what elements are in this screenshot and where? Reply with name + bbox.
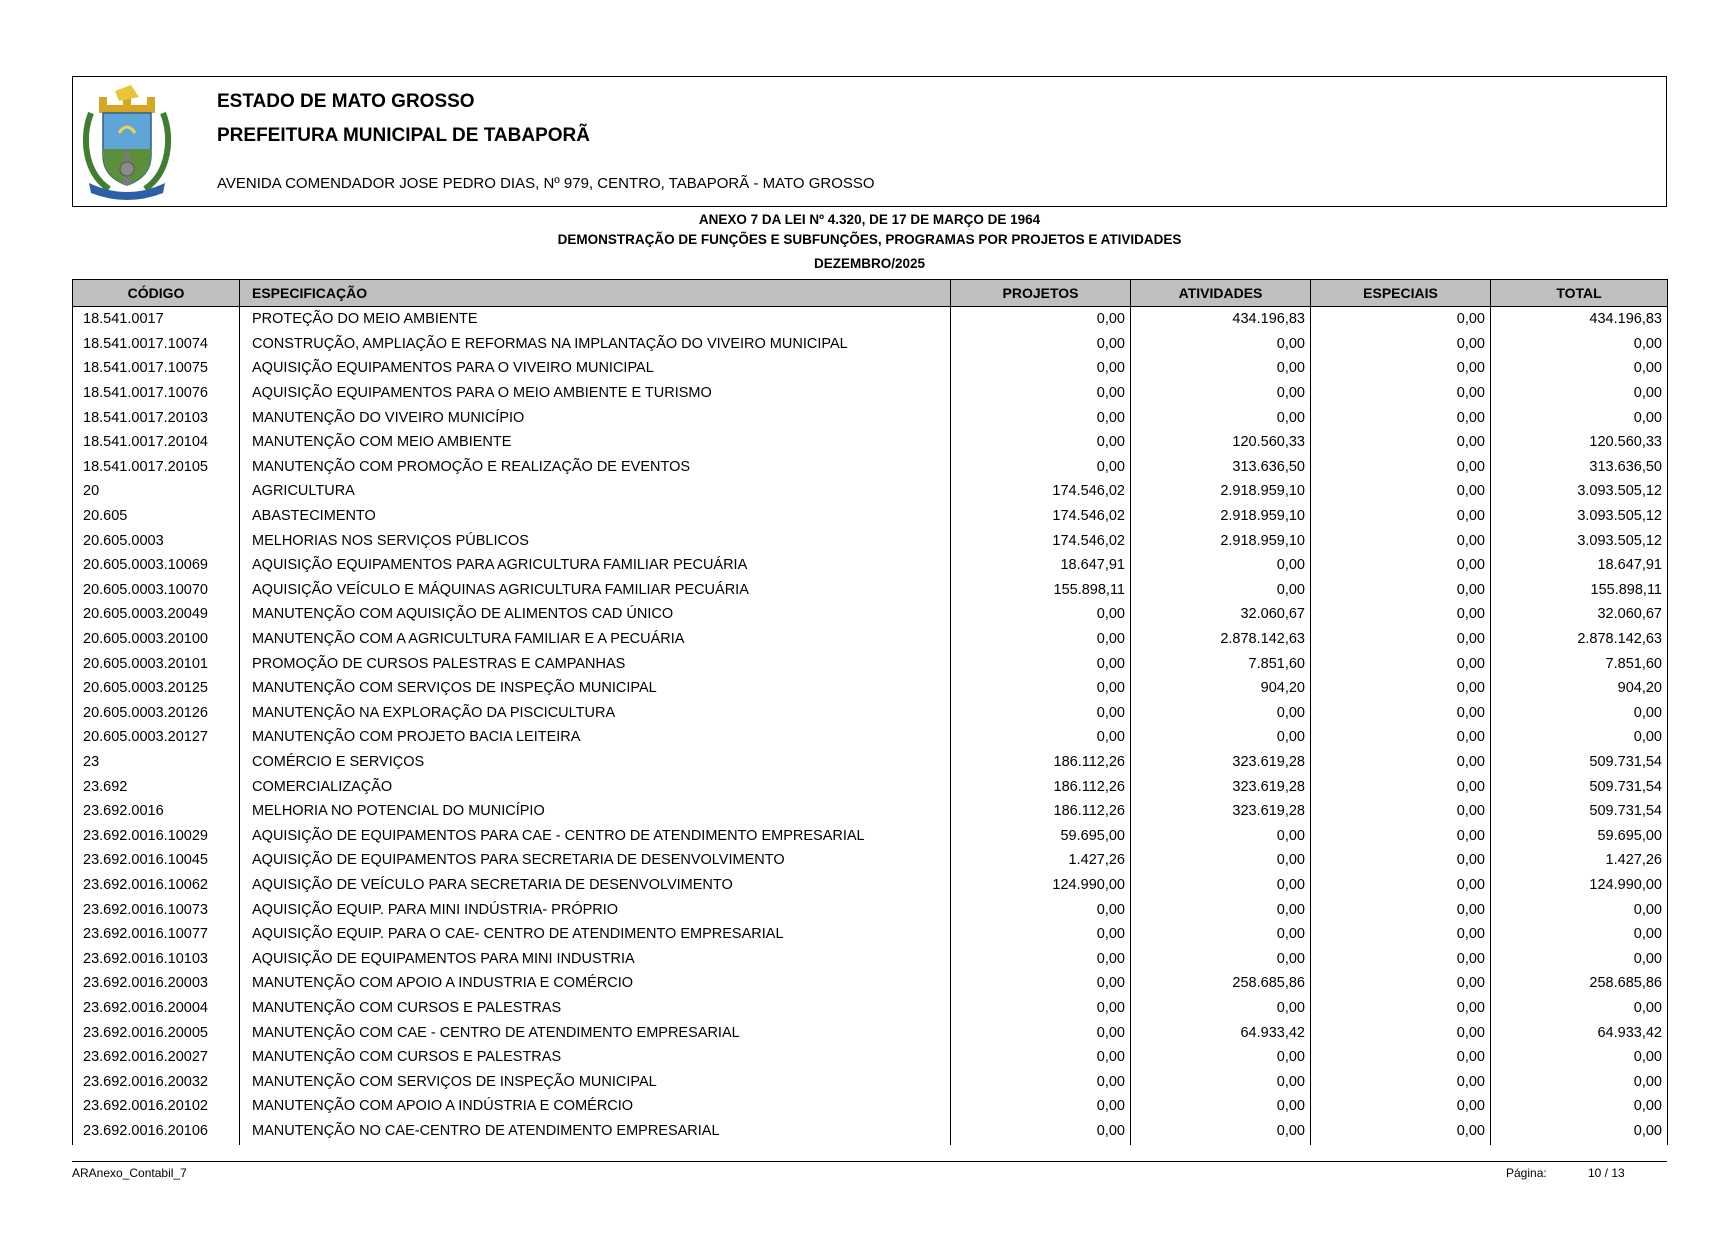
cell-code: 18.541.0017.20104 <box>73 430 240 455</box>
cell-specification: AQUISIÇÃO DE EQUIPAMENTOS PARA MINI INDUSTRIA <box>240 946 951 971</box>
table-row <box>73 405 1668 430</box>
cell-code: 23.692 <box>73 774 240 799</box>
table-row <box>73 701 1668 726</box>
cell-activities: 434.196,83 <box>1131 307 1311 332</box>
cell-total: 2.878.142,63 <box>1491 627 1668 652</box>
cell-specification: AQUISIÇÃO EQUIPAMENTOS PARA O VIVEIRO MUNICIPAL <box>240 356 951 381</box>
cell-special: 0,00 <box>1311 455 1491 480</box>
cell-specification: PROTEÇÃO DO MEIO AMBIENTE <box>240 307 951 332</box>
cell-specification: COMÉRCIO E SERVIÇOS <box>240 750 951 775</box>
cell-specification: PROMOÇÃO DE CURSOS PALESTRAS E CAMPANHAS <box>240 651 951 676</box>
table-row <box>73 971 1668 996</box>
cell-activities: 0,00 <box>1131 356 1311 381</box>
cell-specification: MANUTENÇÃO COM SERVIÇOS DE INSPEÇÃO MUNICIPAL <box>240 676 951 701</box>
cell-activities: 2.918.959,10 <box>1131 479 1311 504</box>
cell-activities: 2.878.142,63 <box>1131 627 1311 652</box>
cell-special: 0,00 <box>1311 897 1491 922</box>
cell-code: 18.541.0017.10074 <box>73 332 240 357</box>
cell-specification: MANUTENÇÃO COM A AGRICULTURA FAMILIAR E A PECUÁRIA <box>240 627 951 652</box>
cell-total: 0,00 <box>1491 405 1668 430</box>
table-row <box>73 946 1668 971</box>
cell-total: 0,00 <box>1491 381 1668 406</box>
cell-special: 0,00 <box>1311 479 1491 504</box>
cell-code: 20.605.0003 <box>73 528 240 553</box>
cell-code: 20.605.0003.10069 <box>73 553 240 578</box>
cell-activities: 0,00 <box>1131 381 1311 406</box>
cell-total: 64.933,42 <box>1491 1020 1668 1045</box>
cell-projects: 0,00 <box>951 332 1131 357</box>
cell-code: 20 <box>73 479 240 504</box>
cell-total: 0,00 <box>1491 701 1668 726</box>
cell-code: 20.605.0003.20127 <box>73 725 240 750</box>
cell-special: 0,00 <box>1311 676 1491 701</box>
state-name: ESTADO DE MATO GROSSO <box>217 91 475 112</box>
column-header-specification: ESPECIFICAÇÃO <box>240 280 951 307</box>
cell-activities: 0,00 <box>1131 1119 1311 1146</box>
cell-projects: 0,00 <box>951 996 1131 1021</box>
cell-activities: 0,00 <box>1131 1045 1311 1070</box>
cell-total: 1.427,26 <box>1491 848 1668 873</box>
table-row <box>73 455 1668 480</box>
cell-projects: 0,00 <box>951 1119 1131 1146</box>
cell-specification: AGRICULTURA <box>240 479 951 504</box>
cell-projects: 186.112,26 <box>951 750 1131 775</box>
cell-total: 258.685,86 <box>1491 971 1668 996</box>
cell-specification: AQUISIÇÃO VEÍCULO E MÁQUINAS AGRICULTURA FAMILIAR PECUÁRIA <box>240 578 951 603</box>
cell-projects: 18.647,91 <box>951 553 1131 578</box>
cell-specification: AQUISIÇÃO DE EQUIPAMENTOS PARA SECRETARIA DE DESENVOLVIMENTO <box>240 848 951 873</box>
table-row <box>73 528 1668 553</box>
table-row <box>73 799 1668 824</box>
cell-specification: COMERCIALIZAÇÃO <box>240 774 951 799</box>
cell-specification: MANUTENÇÃO COM PROJETO BACIA LEITEIRA <box>240 725 951 750</box>
cell-projects: 186.112,26 <box>951 799 1131 824</box>
table-row <box>73 725 1668 750</box>
cell-special: 0,00 <box>1311 946 1491 971</box>
cell-projects: 0,00 <box>951 701 1131 726</box>
cell-special: 0,00 <box>1311 332 1491 357</box>
cell-code: 20.605.0003.20049 <box>73 602 240 627</box>
cell-activities: 0,00 <box>1131 701 1311 726</box>
cell-special: 0,00 <box>1311 578 1491 603</box>
cell-total: 155.898,11 <box>1491 578 1668 603</box>
cell-activities: 0,00 <box>1131 405 1311 430</box>
cell-projects: 186.112,26 <box>951 774 1131 799</box>
cell-special: 0,00 <box>1311 799 1491 824</box>
cell-activities: 0,00 <box>1131 897 1311 922</box>
cell-code: 20.605 <box>73 504 240 529</box>
cell-activities: 258.685,86 <box>1131 971 1311 996</box>
cell-specification: AQUISIÇÃO EQUIPAMENTOS PARA AGRICULTURA FAMILIAR PECUÁRIA <box>240 553 951 578</box>
cell-projects: 0,00 <box>951 676 1131 701</box>
table-row <box>73 750 1668 775</box>
cell-special: 0,00 <box>1311 725 1491 750</box>
cell-code: 23.692.0016.20003 <box>73 971 240 996</box>
cell-total: 3.093.505,12 <box>1491 479 1668 504</box>
cell-projects: 1.427,26 <box>951 848 1131 873</box>
cell-projects: 0,00 <box>951 946 1131 971</box>
cell-total: 509.731,54 <box>1491 799 1668 824</box>
cell-specification: MANUTENÇÃO COM APOIO A INDÚSTRIA E COMÉRCIO <box>240 1094 951 1119</box>
cell-activities: 0,00 <box>1131 823 1311 848</box>
cell-code: 20.605.0003.20100 <box>73 627 240 652</box>
prefecture-address: AVENIDA COMENDADOR JOSE PEDRO DIAS, Nº 979, CENTRO, TABAPORÃ - MATO GROSSO <box>217 175 875 192</box>
table-header-row <box>73 280 1668 307</box>
cell-special: 0,00 <box>1311 922 1491 947</box>
cell-projects: 0,00 <box>951 971 1131 996</box>
cell-specification: MANUTENÇÃO COM AQUISIÇÃO DE ALIMENTOS CAD ÚNICO <box>240 602 951 627</box>
table-row <box>73 1094 1668 1119</box>
cell-activities: 323.619,28 <box>1131 799 1311 824</box>
cell-activities: 0,00 <box>1131 578 1311 603</box>
cell-projects: 174.546,02 <box>951 479 1131 504</box>
cell-activities: 2.918.959,10 <box>1131 528 1311 553</box>
cell-specification: MANUTENÇÃO DO VIVEIRO MUNICÍPIO <box>240 405 951 430</box>
table-row <box>73 651 1668 676</box>
cell-code: 20.605.0003.20126 <box>73 701 240 726</box>
cell-projects: 174.546,02 <box>951 528 1131 553</box>
cell-projects: 0,00 <box>951 1045 1131 1070</box>
cell-special: 0,00 <box>1311 504 1491 529</box>
table-row <box>73 332 1668 357</box>
cell-total: 0,00 <box>1491 897 1668 922</box>
table-row <box>73 897 1668 922</box>
table-row <box>73 307 1668 332</box>
municipal-crest-icon <box>79 83 175 201</box>
cell-specification: MELHORIAS NOS SERVIÇOS PÚBLICOS <box>240 528 951 553</box>
cell-activities: 0,00 <box>1131 873 1311 898</box>
cell-specification: MANUTENÇÃO COM MEIO AMBIENTE <box>240 430 951 455</box>
cell-code: 23.692.0016.20027 <box>73 1045 240 1070</box>
table-row <box>73 873 1668 898</box>
cell-projects: 0,00 <box>951 1094 1131 1119</box>
cell-code: 23.692.0016 <box>73 799 240 824</box>
cell-projects: 0,00 <box>951 356 1131 381</box>
cell-total: 0,00 <box>1491 725 1668 750</box>
cell-code: 23.692.0016.10062 <box>73 873 240 898</box>
cell-projects: 0,00 <box>951 307 1131 332</box>
cell-special: 0,00 <box>1311 1045 1491 1070</box>
cell-total: 3.093.505,12 <box>1491 504 1668 529</box>
cell-code: 18.541.0017.10076 <box>73 381 240 406</box>
cell-code: 23.692.0016.20032 <box>73 1069 240 1094</box>
cell-total: 434.196,83 <box>1491 307 1668 332</box>
footer-divider <box>72 1161 1667 1162</box>
cell-projects: 0,00 <box>951 455 1131 480</box>
cell-projects: 0,00 <box>951 381 1131 406</box>
cell-code: 18.541.0017.20103 <box>73 405 240 430</box>
cell-projects: 0,00 <box>951 922 1131 947</box>
cell-projects: 0,00 <box>951 725 1131 750</box>
cell-total: 0,00 <box>1491 1069 1668 1094</box>
cell-total: 509.731,54 <box>1491 750 1668 775</box>
cell-special: 0,00 <box>1311 356 1491 381</box>
cell-activities: 0,00 <box>1131 922 1311 947</box>
cell-specification: MANUTENÇÃO COM APOIO A INDUSTRIA E COMÉRCIO <box>240 971 951 996</box>
table-row <box>73 1020 1668 1045</box>
cell-activities: 7.851,60 <box>1131 651 1311 676</box>
column-header-code: CÓDIGO <box>73 280 240 307</box>
cell-code: 23.692.0016.10103 <box>73 946 240 971</box>
cell-special: 0,00 <box>1311 774 1491 799</box>
cell-activities: 0,00 <box>1131 725 1311 750</box>
cell-activities: 0,00 <box>1131 996 1311 1021</box>
column-header-activities: ATIVIDADES <box>1131 280 1311 307</box>
cell-total: 0,00 <box>1491 946 1668 971</box>
cell-projects: 124.990,00 <box>951 873 1131 898</box>
cell-special: 0,00 <box>1311 996 1491 1021</box>
table-row <box>73 356 1668 381</box>
cell-activities: 0,00 <box>1131 553 1311 578</box>
cell-code: 23.692.0016.20102 <box>73 1094 240 1119</box>
cell-activities: 0,00 <box>1131 848 1311 873</box>
prefecture-name: PREFEITURA MUNICIPAL DE TABAPORÃ <box>217 125 590 146</box>
cell-specification: MANUTENÇÃO COM CURSOS E PALESTRAS <box>240 996 951 1021</box>
cell-code: 23.692.0016.10045 <box>73 848 240 873</box>
cell-projects: 0,00 <box>951 651 1131 676</box>
cell-activities: 0,00 <box>1131 946 1311 971</box>
column-header-projects: PROJETOS <box>951 280 1131 307</box>
column-header-total: TOTAL <box>1491 280 1668 307</box>
table-row <box>73 381 1668 406</box>
cell-specification: AQUISIÇÃO EQUIP. PARA O CAE- CENTRO DE ATENDIMENTO EMPRESARIAL <box>240 922 951 947</box>
cell-projects: 0,00 <box>951 430 1131 455</box>
cell-total: 0,00 <box>1491 1094 1668 1119</box>
cell-specification: CONSTRUÇÃO, AMPLIAÇÃO E REFORMAS NA IMPLANTAÇÃO DO VIVEIRO MUNICIPAL <box>240 332 951 357</box>
cell-activities: 0,00 <box>1131 1094 1311 1119</box>
cell-code: 23.692.0016.20106 <box>73 1119 240 1146</box>
cell-total: 3.093.505,12 <box>1491 528 1668 553</box>
cell-specification: AQUISIÇÃO DE EQUIPAMENTOS PARA CAE - CENTRO DE ATENDIMENTO EMPRESARIAL <box>240 823 951 848</box>
cell-activities: 0,00 <box>1131 1069 1311 1094</box>
cell-projects: 0,00 <box>951 1020 1131 1045</box>
cell-activities: 313.636,50 <box>1131 455 1311 480</box>
cell-code: 18.541.0017.20105 <box>73 455 240 480</box>
cell-projects: 0,00 <box>951 1069 1131 1094</box>
cell-activities: 0,00 <box>1131 332 1311 357</box>
cell-total: 124.990,00 <box>1491 873 1668 898</box>
cell-activities: 323.619,28 <box>1131 750 1311 775</box>
cell-activities: 2.918.959,10 <box>1131 504 1311 529</box>
page-label: Página: <box>1506 1166 1547 1180</box>
cell-code: 23.692.0016.10073 <box>73 897 240 922</box>
cell-activities: 323.619,28 <box>1131 774 1311 799</box>
cell-special: 0,00 <box>1311 381 1491 406</box>
cell-special: 0,00 <box>1311 701 1491 726</box>
cell-specification: AQUISIÇÃO EQUIP. PARA MINI INDÚSTRIA- PRÓPRIO <box>240 897 951 922</box>
functions-programs-table <box>72 279 1668 1145</box>
cell-code: 20.605.0003.10070 <box>73 578 240 603</box>
table-row <box>73 1069 1668 1094</box>
cell-special: 0,00 <box>1311 307 1491 332</box>
cell-specification: MANUTENÇÃO COM CURSOS E PALESTRAS <box>240 1045 951 1070</box>
table-row <box>73 922 1668 947</box>
cell-activities: 64.933,42 <box>1131 1020 1311 1045</box>
cell-special: 0,00 <box>1311 651 1491 676</box>
cell-special: 0,00 <box>1311 528 1491 553</box>
table-row <box>73 627 1668 652</box>
table-row <box>73 578 1668 603</box>
cell-code: 23.692.0016.20005 <box>73 1020 240 1045</box>
column-header-special: ESPECIAIS <box>1311 280 1491 307</box>
cell-total: 0,00 <box>1491 996 1668 1021</box>
cell-projects: 59.695,00 <box>951 823 1131 848</box>
cell-total: 32.060,67 <box>1491 602 1668 627</box>
cell-total: 904,20 <box>1491 676 1668 701</box>
cell-projects: 155.898,11 <box>951 578 1131 603</box>
cell-special: 0,00 <box>1311 405 1491 430</box>
cell-code: 18.541.0017 <box>73 307 240 332</box>
cell-specification: MELHORIA NO POTENCIAL DO MUNICÍPIO <box>240 799 951 824</box>
cell-total: 18.647,91 <box>1491 553 1668 578</box>
cell-projects: 0,00 <box>951 405 1131 430</box>
cell-activities: 120.560,33 <box>1131 430 1311 455</box>
cell-code: 23.692.0016.20004 <box>73 996 240 1021</box>
cell-projects: 0,00 <box>951 897 1131 922</box>
table-row <box>73 430 1668 455</box>
cell-special: 0,00 <box>1311 971 1491 996</box>
page-number: 10 / 13 <box>1588 1166 1625 1180</box>
cell-special: 0,00 <box>1311 823 1491 848</box>
cell-total: 0,00 <box>1491 1045 1668 1070</box>
cell-total: 509.731,54 <box>1491 774 1668 799</box>
letterhead <box>72 76 1667 207</box>
table-row <box>73 823 1668 848</box>
report-title-description: DEMONSTRAÇÃO DE FUNÇÕES E SUBFUNÇÕES, PROGRAMAS POR PROJETOS E ATIVIDADES <box>557 232 1182 247</box>
cell-code: 20.605.0003.20125 <box>73 676 240 701</box>
cell-special: 0,00 <box>1311 430 1491 455</box>
table-row <box>73 1045 1668 1070</box>
cell-special: 0,00 <box>1311 1020 1491 1045</box>
cell-total: 0,00 <box>1491 332 1668 357</box>
cell-total: 0,00 <box>1491 356 1668 381</box>
cell-code: 20.605.0003.20101 <box>73 651 240 676</box>
table-row <box>73 504 1668 529</box>
cell-special: 0,00 <box>1311 1119 1491 1146</box>
cell-total: 313.636,50 <box>1491 455 1668 480</box>
cell-specification: MANUTENÇÃO NO CAE-CENTRO DE ATENDIMENTO EMPRESARIAL <box>240 1119 951 1146</box>
table-row <box>73 479 1668 504</box>
cell-special: 0,00 <box>1311 627 1491 652</box>
cell-special: 0,00 <box>1311 1069 1491 1094</box>
cell-special: 0,00 <box>1311 750 1491 775</box>
cell-projects: 0,00 <box>951 627 1131 652</box>
cell-projects: 174.546,02 <box>951 504 1131 529</box>
cell-specification: MANUTENÇÃO COM PROMOÇÃO E REALIZAÇÃO DE EVENTOS <box>240 455 951 480</box>
cell-code: 23.692.0016.10077 <box>73 922 240 947</box>
cell-specification: MANUTENÇÃO COM CAE - CENTRO DE ATENDIMENTO EMPRESARIAL <box>240 1020 951 1045</box>
cell-total: 120.560,33 <box>1491 430 1668 455</box>
cell-total: 59.695,00 <box>1491 823 1668 848</box>
cell-code: 23.692.0016.10029 <box>73 823 240 848</box>
cell-specification: AQUISIÇÃO EQUIPAMENTOS PARA O MEIO AMBIENTE E TURISMO <box>240 381 951 406</box>
cell-specification: MANUTENÇÃO NA EXPLORAÇÃO DA PISCICULTURA <box>240 701 951 726</box>
cell-code: 18.541.0017.10075 <box>73 356 240 381</box>
cell-specification: MANUTENÇÃO COM SERVIÇOS DE INSPEÇÃO MUNICIPAL <box>240 1069 951 1094</box>
cell-specification: ABASTECIMENTO <box>240 504 951 529</box>
table-row <box>73 774 1668 799</box>
cell-projects: 0,00 <box>951 602 1131 627</box>
report-title-annex: ANEXO 7 DA LEI Nº 4.320, DE 17 DE MARÇO DE 1964 <box>698 212 1041 227</box>
cell-total: 0,00 <box>1491 922 1668 947</box>
cell-special: 0,00 <box>1311 1094 1491 1119</box>
cell-total: 7.851,60 <box>1491 651 1668 676</box>
cell-specification: AQUISIÇÃO DE VEÍCULO PARA SECRETARIA DE DESENVOLVIMENTO <box>240 873 951 898</box>
cell-code: 23 <box>73 750 240 775</box>
cell-activities: 904,20 <box>1131 676 1311 701</box>
cell-special: 0,00 <box>1311 553 1491 578</box>
cell-special: 0,00 <box>1311 602 1491 627</box>
cell-special: 0,00 <box>1311 873 1491 898</box>
cell-activities: 32.060,67 <box>1131 602 1311 627</box>
table-row <box>73 553 1668 578</box>
report-file-name: ARAnexo_Contabil_7 <box>72 1166 187 1180</box>
table-row <box>73 602 1668 627</box>
cell-total: 0,00 <box>1491 1119 1668 1146</box>
table-row <box>73 848 1668 873</box>
table-row <box>73 1119 1668 1146</box>
table-row <box>73 996 1668 1021</box>
report-period: DEZEMBRO/2025 <box>813 256 926 271</box>
table-row <box>73 676 1668 701</box>
cell-special: 0,00 <box>1311 848 1491 873</box>
